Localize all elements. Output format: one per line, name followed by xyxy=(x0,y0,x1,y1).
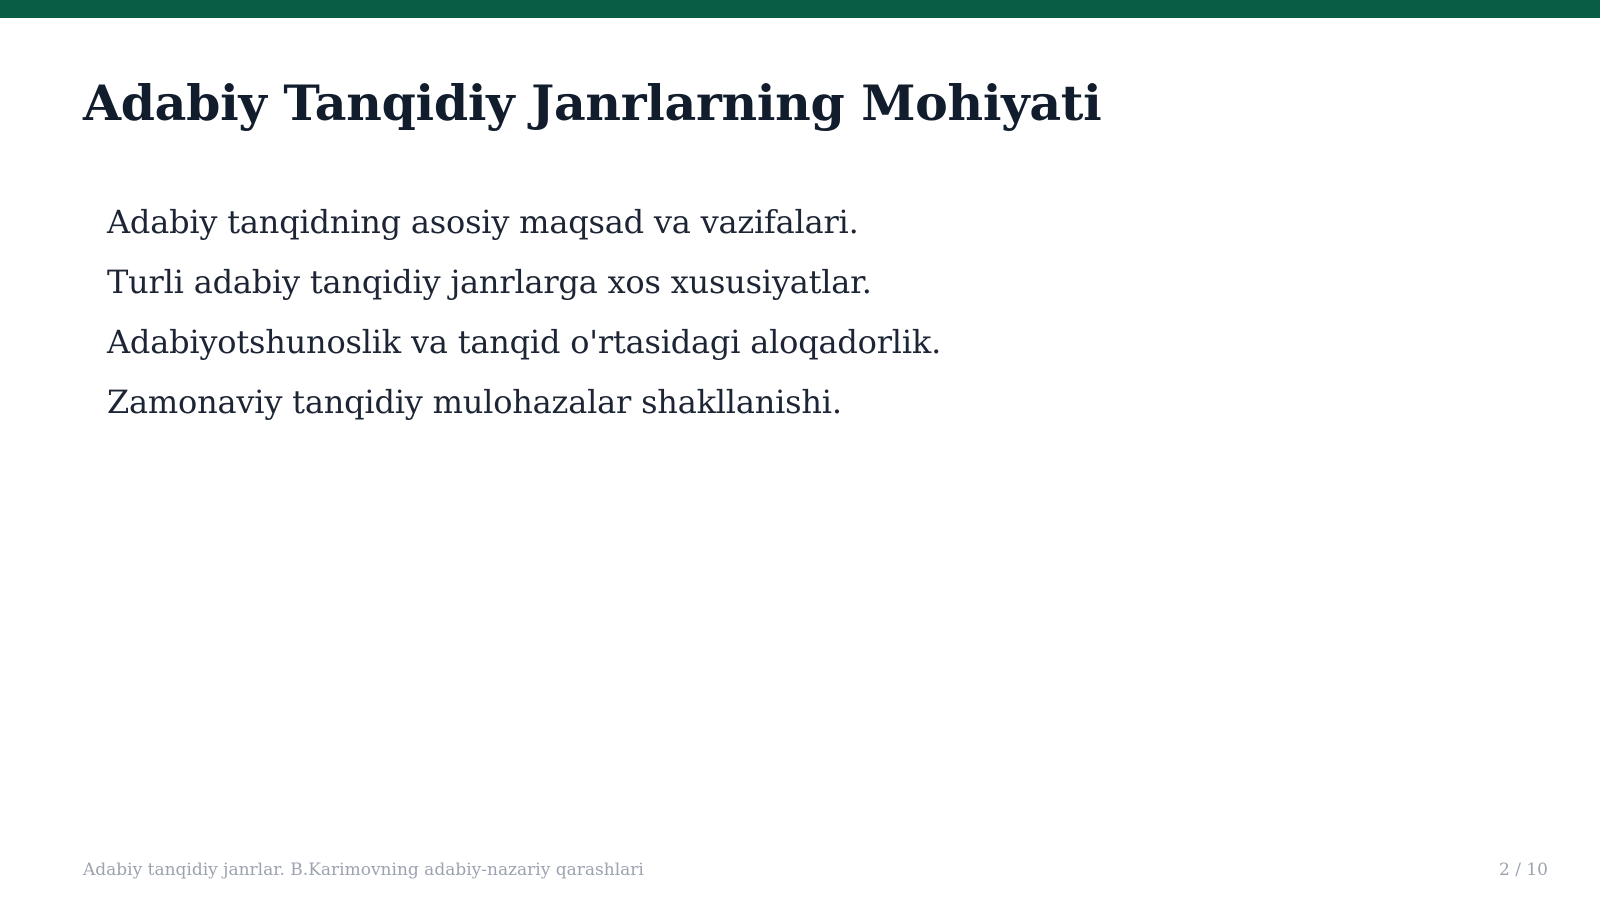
bullet-item: Turli adabiy tanqidiy janrlarga xos xususiyatlar. xyxy=(107,263,872,301)
footer-text: Adabiy tanqidiy janrlar. B.Karimovning adabiy-nazariy qarashlari xyxy=(83,860,644,880)
page-number: 2 / 10 xyxy=(1499,860,1548,880)
bullet-item: Zamonaviy tanqidiy mulohazalar shakllanishi. xyxy=(107,383,842,421)
slide-title: Adabiy Tanqidiy Janrlarning Mohiyati xyxy=(83,74,1102,132)
top-accent-bar xyxy=(0,0,1600,18)
bullet-item: Adabiyotshunoslik va tanqid o'rtasidagi aloqadorlik. xyxy=(107,323,942,361)
bullet-list xyxy=(107,192,941,432)
bullet-item: Adabiy tanqidning asosiy maqsad va vazifalari. xyxy=(107,203,859,241)
